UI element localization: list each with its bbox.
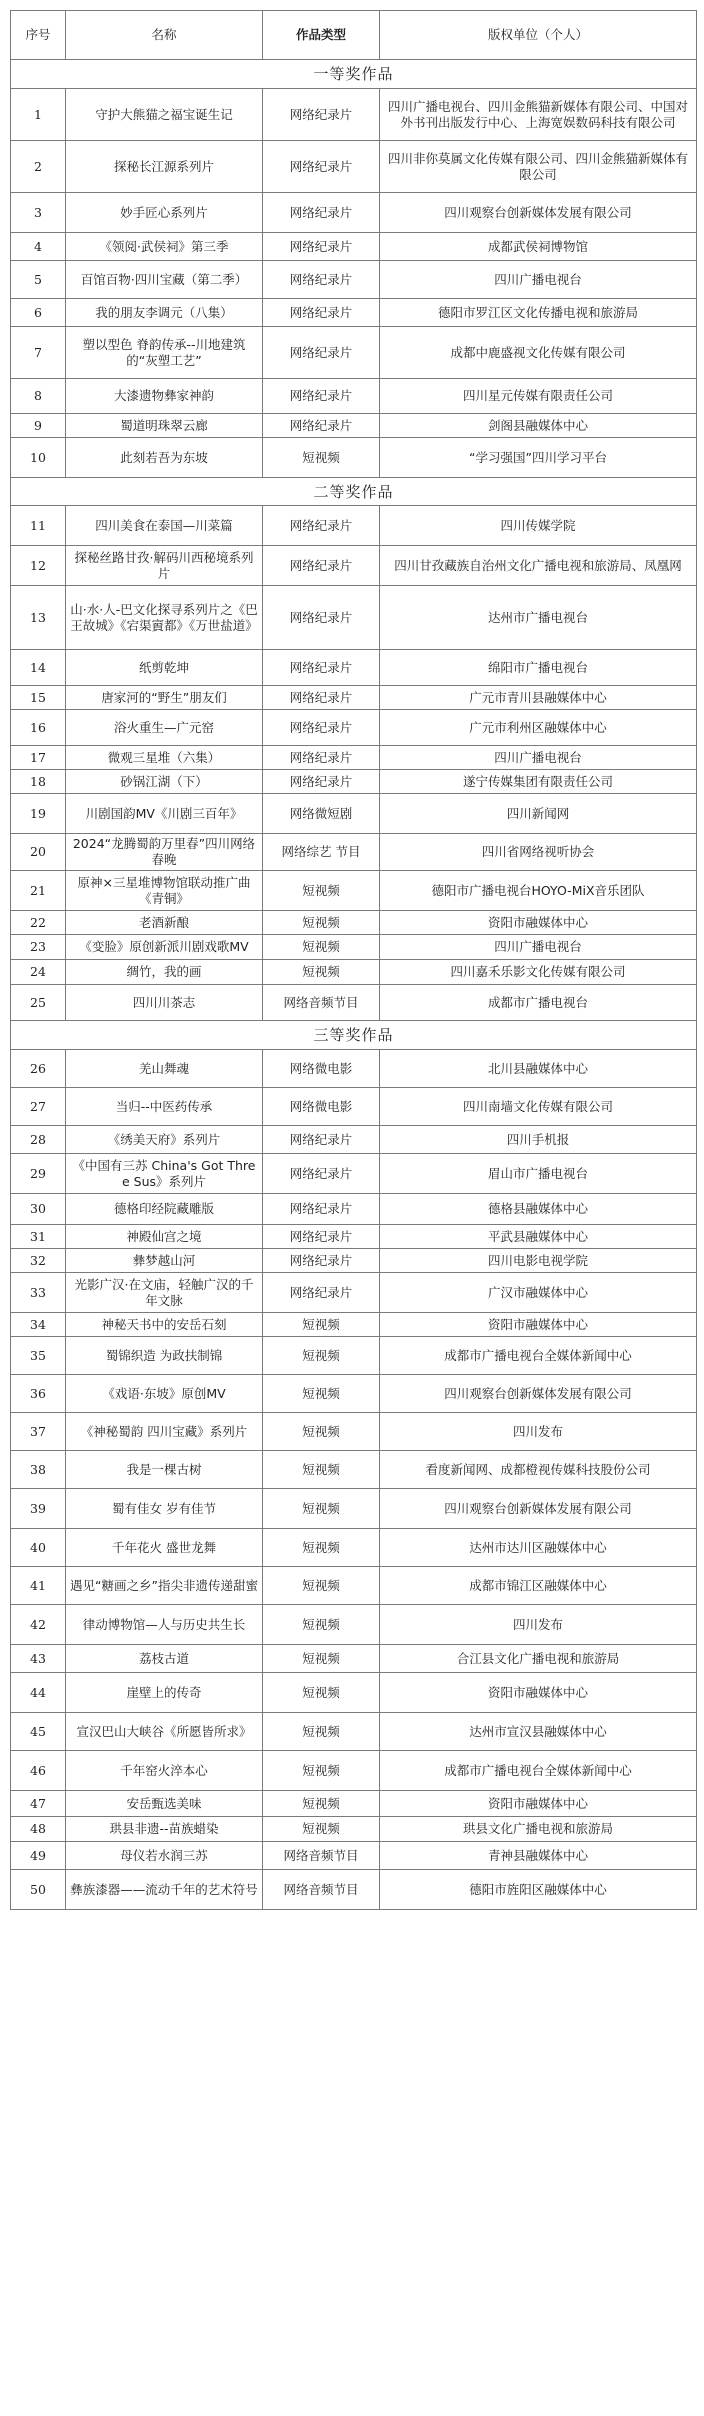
cell-name: 遇见“糖画之乡”指尖非遗传递甜蜜 <box>66 1567 263 1605</box>
section-title: 二等奖作品 <box>11 478 697 506</box>
cell-name: 《领阅·武侯祠》第三季 <box>66 233 263 261</box>
cell-type: 短视频 <box>263 1751 380 1791</box>
cell-name: 光影广汉·在文庙，轻触广汉的千年文脉 <box>66 1273 263 1313</box>
cell-number: 47 <box>11 1791 66 1817</box>
cell-name: 珙县非遗--苗族蜡染 <box>66 1817 263 1842</box>
cell-copyright: 看度新闻网、成都橙视传媒科技股份公司 <box>380 1451 697 1489</box>
table-row <box>11 1489 697 1529</box>
cell-number: 16 <box>11 710 66 746</box>
cell-name: 微观三星堆（六集） <box>66 746 263 770</box>
cell-name: 妙手匠心系列片 <box>66 193 263 233</box>
cell-copyright: 四川星元传媒有限责任公司 <box>380 379 697 414</box>
cell-name: 大漆遗物彝家神韵 <box>66 379 263 414</box>
cell-name: 神秘天书中的安岳石刻 <box>66 1313 263 1337</box>
cell-name: 蜀有佳女 岁有佳节 <box>66 1489 263 1529</box>
cell-name: 《绣美天府》系列片 <box>66 1126 263 1154</box>
cell-number: 48 <box>11 1817 66 1842</box>
cell-number: 44 <box>11 1673 66 1713</box>
cell-type: 短视频 <box>263 1313 380 1337</box>
cell-number: 35 <box>11 1337 66 1375</box>
cell-number: 24 <box>11 960 66 985</box>
cell-type: 网络纪录片 <box>263 414 380 438</box>
cell-number: 7 <box>11 327 66 379</box>
cell-number: 19 <box>11 794 66 834</box>
cell-type: 网络纪录片 <box>263 1249 380 1273</box>
cell-copyright: 四川甘孜藏族自治州文化广播电视和旅游局、凤凰网 <box>380 546 697 586</box>
cell-type: 短视频 <box>263 1451 380 1489</box>
cell-type: 网络音频节目 <box>263 1870 380 1910</box>
table-row <box>11 1842 697 1870</box>
cell-copyright: 德阳市广播电视台HOYO-MiX音乐团队 <box>380 871 697 911</box>
table-row <box>11 794 697 834</box>
cell-type: 短视频 <box>263 1413 380 1451</box>
cell-type: 网络纪录片 <box>263 89 380 141</box>
cell-copyright: 青神县融媒体中心 <box>380 1842 697 1870</box>
cell-name: 我是一棵古树 <box>66 1451 263 1489</box>
cell-type: 网络音频节目 <box>263 985 380 1021</box>
cell-copyright: 四川非你莫属文化传媒有限公司、四川金熊猫新媒体有限公司 <box>380 141 697 193</box>
cell-number: 29 <box>11 1154 66 1194</box>
cell-copyright: 平武县融媒体中心 <box>380 1225 697 1249</box>
cell-number: 22 <box>11 911 66 935</box>
cell-name: 百馆百物·四川宝藏（第二季） <box>66 261 263 299</box>
cell-copyright: 四川广播电视台、四川金熊猫新媒体有限公司、中国对外书刊出版发行中心、上海宽娱数码科技有限公司 <box>380 89 697 141</box>
cell-copyright: 达州市达川区融媒体中心 <box>380 1529 697 1567</box>
cell-type: 网络纪录片 <box>263 770 380 794</box>
cell-name: 神殿仙宫之境 <box>66 1225 263 1249</box>
cell-number: 26 <box>11 1050 66 1088</box>
cell-name: 我的朋友李调元（八集） <box>66 299 263 327</box>
cell-type: 网络微短剧 <box>263 794 380 834</box>
cell-type: 短视频 <box>263 871 380 911</box>
cell-type: 网络纪录片 <box>263 193 380 233</box>
cell-name: 律动博物馆—人与历史共生长 <box>66 1605 263 1645</box>
cell-copyright: 北川县融媒体中心 <box>380 1050 697 1088</box>
table-row <box>11 1088 697 1126</box>
cell-number: 10 <box>11 438 66 478</box>
table-row <box>11 1567 697 1605</box>
cell-name: 千年花火 盛世龙舞 <box>66 1529 263 1567</box>
cell-copyright: 成都武侯祠博物馆 <box>380 233 697 261</box>
cell-copyright: 四川省网络视听协会 <box>380 834 697 871</box>
cell-copyright: 资阳市融媒体中心 <box>380 1313 697 1337</box>
cell-type: 网络纪录片 <box>263 1126 380 1154</box>
cell-name: 绸竹，我的画 <box>66 960 263 985</box>
cell-number: 5 <box>11 261 66 299</box>
table-row <box>11 911 697 935</box>
cell-name: 纸剪乾坤 <box>66 650 263 686</box>
cell-type: 短视频 <box>263 1375 380 1413</box>
table-row <box>11 1050 697 1088</box>
cell-copyright: 广汉市融媒体中心 <box>380 1273 697 1313</box>
table-row <box>11 935 697 960</box>
table-row <box>11 1313 697 1337</box>
cell-number: 25 <box>11 985 66 1021</box>
table-row <box>11 193 697 233</box>
cell-number: 18 <box>11 770 66 794</box>
table-row <box>11 1249 697 1273</box>
section-title: 三等奖作品 <box>11 1021 697 1050</box>
table-row <box>11 1126 697 1154</box>
cell-number: 45 <box>11 1713 66 1751</box>
cell-name: 蜀道明珠翠云廊 <box>66 414 263 438</box>
cell-type: 网络音频节目 <box>263 1842 380 1870</box>
cell-name: 探秘丝路甘孜·解码川西秘境系列片 <box>66 546 263 586</box>
cell-type: 网络纪录片 <box>263 1225 380 1249</box>
cell-name: 彝族漆器——流动千年的艺术符号 <box>66 1870 263 1910</box>
cell-type: 短视频 <box>263 1529 380 1567</box>
cell-copyright: 资阳市融媒体中心 <box>380 1791 697 1817</box>
cell-type: 网络纪录片 <box>263 586 380 650</box>
cell-copyright: 遂宁传媒集团有限责任公司 <box>380 770 697 794</box>
cell-name: 2024“龙腾蜀韵万里春”四川网络春晚 <box>66 834 263 871</box>
cell-name: 川剧国韵MV《川剧三百年》 <box>66 794 263 834</box>
cell-copyright: 绵阳市广播电视台 <box>380 650 697 686</box>
cell-copyright: 成都市广播电视台 <box>380 985 697 1021</box>
table-row <box>11 586 697 650</box>
table-row <box>11 299 697 327</box>
cell-name: 塑以型色 脊韵传承--川地建筑的“灰塑工艺” <box>66 327 263 379</box>
cell-name: 探秘长江源系列片 <box>66 141 263 193</box>
cell-type: 网络纪录片 <box>263 650 380 686</box>
cell-name: 羌山舞魂 <box>66 1050 263 1088</box>
cell-number: 38 <box>11 1451 66 1489</box>
cell-type: 短视频 <box>263 1673 380 1713</box>
cell-name: 浴火重生—广元窑 <box>66 710 263 746</box>
cell-copyright: 四川手机报 <box>380 1126 697 1154</box>
cell-name: 四川川茶志 <box>66 985 263 1021</box>
cell-copyright: 眉山市广播电视台 <box>380 1154 697 1194</box>
cell-name: 《中国有三苏 China's Got Three Sus》系列片 <box>66 1154 263 1194</box>
table-row <box>11 1605 697 1645</box>
table-row <box>11 89 697 141</box>
cell-type: 网络纪录片 <box>263 710 380 746</box>
table-row <box>11 985 697 1021</box>
header-row <box>11 11 697 60</box>
cell-copyright: 珙县文化广播电视和旅游局 <box>380 1817 697 1842</box>
table-row <box>11 379 697 414</box>
cell-copyright: 资阳市融媒体中心 <box>380 1673 697 1713</box>
cell-type: 短视频 <box>263 1605 380 1645</box>
cell-name: 当归--中医药传承 <box>66 1088 263 1126</box>
cell-type: 网络微电影 <box>263 1050 380 1088</box>
cell-name: 德格印经院藏雕版 <box>66 1194 263 1225</box>
cell-number: 40 <box>11 1529 66 1567</box>
table-row <box>11 1529 697 1567</box>
cell-copyright: 广元市青川县融媒体中心 <box>380 686 697 710</box>
table-row <box>11 746 697 770</box>
cell-copyright: 合江县文化广播电视和旅游局 <box>380 1645 697 1673</box>
cell-copyright: 成都中鹿盛视文化传媒有限公司 <box>380 327 697 379</box>
table-row <box>11 770 697 794</box>
cell-type: 网络纪录片 <box>263 233 380 261</box>
award-table <box>10 10 697 1910</box>
table-row <box>11 1817 697 1842</box>
cell-number: 8 <box>11 379 66 414</box>
cell-number: 14 <box>11 650 66 686</box>
cell-number: 31 <box>11 1225 66 1249</box>
cell-number: 32 <box>11 1249 66 1273</box>
cell-number: 33 <box>11 1273 66 1313</box>
cell-type: 网络纪录片 <box>263 327 380 379</box>
table-row <box>11 710 697 746</box>
table-row <box>11 1713 697 1751</box>
cell-name: 《神秘蜀韵 四川宝藏》系列片 <box>66 1413 263 1451</box>
section-row <box>11 60 697 89</box>
table-row <box>11 506 697 546</box>
cell-name: 母仪若水润三苏 <box>66 1842 263 1870</box>
cell-copyright: 四川南墙文化传媒有限公司 <box>380 1088 697 1126</box>
cell-name: 彝梦越山河 <box>66 1249 263 1273</box>
cell-type: 短视频 <box>263 1713 380 1751</box>
header-name: 名称 <box>66 11 263 60</box>
cell-number: 34 <box>11 1313 66 1337</box>
table-row <box>11 1273 697 1313</box>
cell-copyright: 达州市宣汉县融媒体中心 <box>380 1713 697 1751</box>
cell-type: 网络纪录片 <box>263 261 380 299</box>
cell-type: 短视频 <box>263 1567 380 1605</box>
cell-type: 短视频 <box>263 1337 380 1375</box>
table-row <box>11 1194 697 1225</box>
cell-type: 网络综艺 节目 <box>263 834 380 871</box>
table-row <box>11 261 697 299</box>
cell-number: 13 <box>11 586 66 650</box>
cell-copyright: 广元市利州区融媒体中心 <box>380 710 697 746</box>
cell-type: 短视频 <box>263 935 380 960</box>
table-row <box>11 327 697 379</box>
cell-number: 11 <box>11 506 66 546</box>
cell-name: 安岳甄选美味 <box>66 1791 263 1817</box>
cell-number: 30 <box>11 1194 66 1225</box>
cell-name: 《戏语·东坡》原创MV <box>66 1375 263 1413</box>
cell-type: 网络纪录片 <box>263 141 380 193</box>
table-row <box>11 1791 697 1817</box>
cell-copyright: 剑阁县融媒体中心 <box>380 414 697 438</box>
cell-number: 46 <box>11 1751 66 1791</box>
table-row <box>11 960 697 985</box>
cell-type: 短视频 <box>263 1489 380 1529</box>
cell-copyright: 成都市广播电视台全媒体新闻中心 <box>380 1337 697 1375</box>
cell-copyright: “学习强国”四川学习平台 <box>380 438 697 478</box>
cell-type: 短视频 <box>263 1817 380 1842</box>
cell-copyright: 四川发布 <box>380 1605 697 1645</box>
cell-copyright: 四川电影电视学院 <box>380 1249 697 1273</box>
cell-name: 崖壁上的传奇 <box>66 1673 263 1713</box>
cell-number: 49 <box>11 1842 66 1870</box>
cell-number: 23 <box>11 935 66 960</box>
cell-name: 守护大熊猫之福宝诞生记 <box>66 89 263 141</box>
cell-number: 6 <box>11 299 66 327</box>
table-row <box>11 1645 697 1673</box>
award-table-container <box>10 10 696 1910</box>
section-title: 一等奖作品 <box>11 60 697 89</box>
table-row <box>11 1154 697 1194</box>
header-number: 序号 <box>11 11 66 60</box>
cell-type: 网络纪录片 <box>263 506 380 546</box>
cell-copyright: 四川广播电视台 <box>380 935 697 960</box>
cell-type: 网络纪录片 <box>263 746 380 770</box>
cell-number: 28 <box>11 1126 66 1154</box>
cell-copyright: 四川观察台创新媒体发展有限公司 <box>380 193 697 233</box>
cell-type: 网络纪录片 <box>263 546 380 586</box>
cell-copyright: 四川新闻网 <box>380 794 697 834</box>
table-row <box>11 1870 697 1910</box>
cell-number: 21 <box>11 871 66 911</box>
table-row <box>11 1413 697 1451</box>
header-type: 作品类型 <box>263 11 380 60</box>
cell-number: 15 <box>11 686 66 710</box>
cell-number: 9 <box>11 414 66 438</box>
table-row <box>11 834 697 871</box>
table-row <box>11 650 697 686</box>
table-row <box>11 546 697 586</box>
cell-name: 四川美食在泰国—川菜篇 <box>66 506 263 546</box>
table-row <box>11 1225 697 1249</box>
cell-number: 12 <box>11 546 66 586</box>
cell-type: 短视频 <box>263 911 380 935</box>
cell-type: 短视频 <box>263 960 380 985</box>
cell-copyright: 成都市锦江区融媒体中心 <box>380 1567 697 1605</box>
cell-number: 17 <box>11 746 66 770</box>
cell-number: 41 <box>11 1567 66 1605</box>
section-row <box>11 478 697 506</box>
cell-copyright: 四川发布 <box>380 1413 697 1451</box>
cell-type: 网络纪录片 <box>263 686 380 710</box>
cell-type: 网络微电影 <box>263 1088 380 1126</box>
cell-copyright: 德格县融媒体中心 <box>380 1194 697 1225</box>
cell-number: 36 <box>11 1375 66 1413</box>
table-row <box>11 1337 697 1375</box>
cell-type: 短视频 <box>263 438 380 478</box>
cell-number: 37 <box>11 1413 66 1451</box>
cell-type: 网络纪录片 <box>263 379 380 414</box>
table-row <box>11 414 697 438</box>
table-row <box>11 686 697 710</box>
section-row <box>11 1021 697 1050</box>
cell-copyright: 德阳市罗江区文化传播电视和旅游局 <box>380 299 697 327</box>
cell-type: 网络纪录片 <box>263 1154 380 1194</box>
cell-number: 27 <box>11 1088 66 1126</box>
cell-copyright: 四川观察台创新媒体发展有限公司 <box>380 1489 697 1529</box>
cell-number: 39 <box>11 1489 66 1529</box>
cell-copyright: 达州市广播电视台 <box>380 586 697 650</box>
cell-type: 网络纪录片 <box>263 1194 380 1225</box>
cell-name: 唐家河的“野生”朋友们 <box>66 686 263 710</box>
cell-copyright: 四川嘉禾乐影文化传媒有限公司 <box>380 960 697 985</box>
cell-number: 43 <box>11 1645 66 1673</box>
cell-name: 老酒新酿 <box>66 911 263 935</box>
cell-copyright: 德阳市旌阳区融媒体中心 <box>380 1870 697 1910</box>
table-row <box>11 1451 697 1489</box>
cell-name: 山·水·人-巴文化探寻系列片之《巴王故城》《宕渠賨都》《万世盐道》 <box>66 586 263 650</box>
table-row <box>11 1375 697 1413</box>
cell-number: 3 <box>11 193 66 233</box>
cell-copyright: 四川观察台创新媒体发展有限公司 <box>380 1375 697 1413</box>
header-copyright: 版权单位（个人） <box>380 11 697 60</box>
table-row <box>11 438 697 478</box>
cell-name: 此刻若吾为东坡 <box>66 438 263 478</box>
cell-copyright: 四川传媒学院 <box>380 506 697 546</box>
cell-number: 50 <box>11 1870 66 1910</box>
table-row <box>11 1751 697 1791</box>
cell-name: 荔枝古道 <box>66 1645 263 1673</box>
cell-name: 宣汉巴山大峡谷《所愿皆所求》 <box>66 1713 263 1751</box>
cell-number: 2 <box>11 141 66 193</box>
cell-number: 20 <box>11 834 66 871</box>
cell-copyright: 资阳市融媒体中心 <box>380 911 697 935</box>
cell-type: 网络纪录片 <box>263 299 380 327</box>
cell-name: 千年窑火淬本心 <box>66 1751 263 1791</box>
cell-type: 短视频 <box>263 1645 380 1673</box>
table-row <box>11 233 697 261</box>
award-table-body <box>11 60 697 1910</box>
cell-name: 砂锅江湖（下） <box>66 770 263 794</box>
cell-number: 42 <box>11 1605 66 1645</box>
table-row <box>11 1673 697 1713</box>
cell-name: 原神×三星堆博物馆联动推广曲 《青铜》 <box>66 871 263 911</box>
cell-type: 网络纪录片 <box>263 1273 380 1313</box>
table-row <box>11 141 697 193</box>
cell-copyright: 四川广播电视台 <box>380 261 697 299</box>
cell-number: 4 <box>11 233 66 261</box>
cell-name: 蜀锦织造 为政扶制锦 <box>66 1337 263 1375</box>
cell-copyright: 成都市广播电视台全媒体新闻中心 <box>380 1751 697 1791</box>
cell-type: 短视频 <box>263 1791 380 1817</box>
cell-number: 1 <box>11 89 66 141</box>
table-row <box>11 871 697 911</box>
cell-name: 《变脸》原创新派川剧戏歌MV <box>66 935 263 960</box>
cell-copyright: 四川广播电视台 <box>380 746 697 770</box>
